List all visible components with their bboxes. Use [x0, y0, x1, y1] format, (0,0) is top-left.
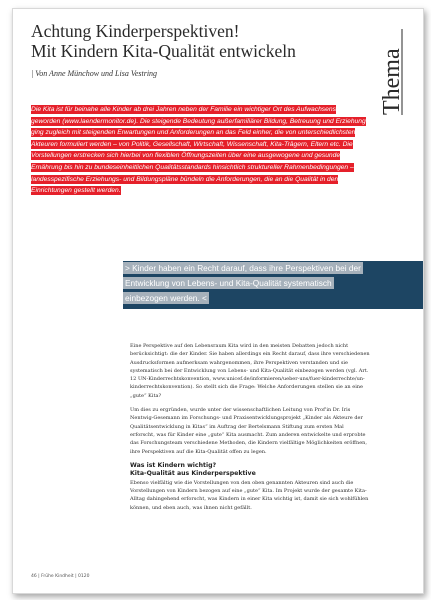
- article-title: [31, 21, 361, 61]
- body-paragraph-3: Ebenso vielfältig wie die Vorstellungen von den oben genannten Akteuren sind auch die Vorstellungen von Kindern bezogen auf eine „gute“ Kita. Im Projekt wurde der gesamte Kita-Alltag dahingehend erforscht, was Kindern in einer Kita wichtig ist, damit sie sich wohlfühlen können, und eben auch, was ihnen nicht gefällt.: [130, 479, 369, 511]
- section-label: [375, 27, 405, 117]
- body-paragraph-1: Eine Perspektive auf den Lebensraum Kita wird in den meisten Debatten jedoch nicht berücksichtigt: die der Kinder. Sie haben allerdings ein Recht darauf, dass ihre verschiedenen Ausdrucksformen aufmerksam wahrgenommen, ihre Perspektiven verstanden und sie systematisch bei der Entwicklung von Lebens- und Kita-Qualität einbezogen werden (vgl. Art. 12 UN-Kinderrechtskonvention, www.unicef.de/informieren/ueber-uns/fuer-kinderrechte/un-kinderrechtskonvention). So stellt sich die Frage: Welche Anforderungen stellen sie an eine „gute“ Kita?: [130, 343, 370, 399]
- page-footer: 46 | Frühe Kindheit | 0120: [31, 574, 90, 579]
- title-line-2: Mit Kindern Kita-Qualität entwickeln: [31, 41, 296, 61]
- section-label-text: Thema: [379, 48, 405, 115]
- subheading-line-1: Was ist Kindern wichtig?: [130, 461, 217, 469]
- subheading: [130, 462, 370, 478]
- article-body: [130, 342, 370, 518]
- title-line-1: Achtung Kinderperspektiven!: [31, 21, 240, 41]
- pull-quote: [123, 261, 373, 306]
- body-paragraph-2: Um dies zu ergründen, wurde unter der wissenschaftlichen Leitung von Prof'in Dr. Iris Nentwig-Gesemann im Forschungs- und Praxisentwicklungsprojekt „Kinder als Akteure der Qualitätsentwicklung in Kitas“ im Auftrag der Bertelsmann Stiftung zum ersten Mal erforscht, was für Kinder eine „gute“ Kita ausmacht. Zum anderen entwickelte und erprobte das Forschungsteam verschiedene Methoden, die Kindern vielfältige Möglichkeiten eröffnen, ihre Perspektiven auf die Kita-Qualität offen zu legen.: [130, 407, 367, 455]
- magazine-page: [12, 8, 424, 594]
- pull-quote-text: > Kinder haben ein Recht darauf, dass ihre Perspektiven bei der Entwicklung von Lebens- und Kita-Qualität systematisch einbezogen werden. <: [125, 263, 361, 303]
- lead-paragraph: [31, 104, 366, 197]
- lead-text: Die Kita ist für beinahe alle Kinder ab drei Jahren neben der Familie ein wichtiger Ort des Aufwachsens geworden (www.laendermonitor.de). Die steigende Bedeutung außerfamiliärer Bildung, Betreuung und Erziehung ging zugleich mit steigenden Erwartungen und Anforderungen an das Feld einher, die von unterschiedlichsten Akteuren formuliert werden – von Politik, Gesellschaft, Wirtschaft, Wissenschaft, Kita-Trägern, Eltern etc. Die Vorstellungen erstrecken sich hierbei von flexiblen Öffnungszeiten über eine ausgewogene und gesunde Ernährung bis hin zu bundeseinheitlichen Qualitätsstandards hinsichtlich struktureller Rahmenbedingungen – landesspezifische Erziehungs- und Bildungspläne bündeln die Anforderungen, die an die Qualität in den Einrichtungen gestellt werden.: [31, 106, 366, 195]
- byline: | Von Anne Münchow und Lisa Vestring: [31, 69, 158, 78]
- subheading-line-2: Kita-Qualität aus Kinderperspektive: [130, 469, 256, 477]
